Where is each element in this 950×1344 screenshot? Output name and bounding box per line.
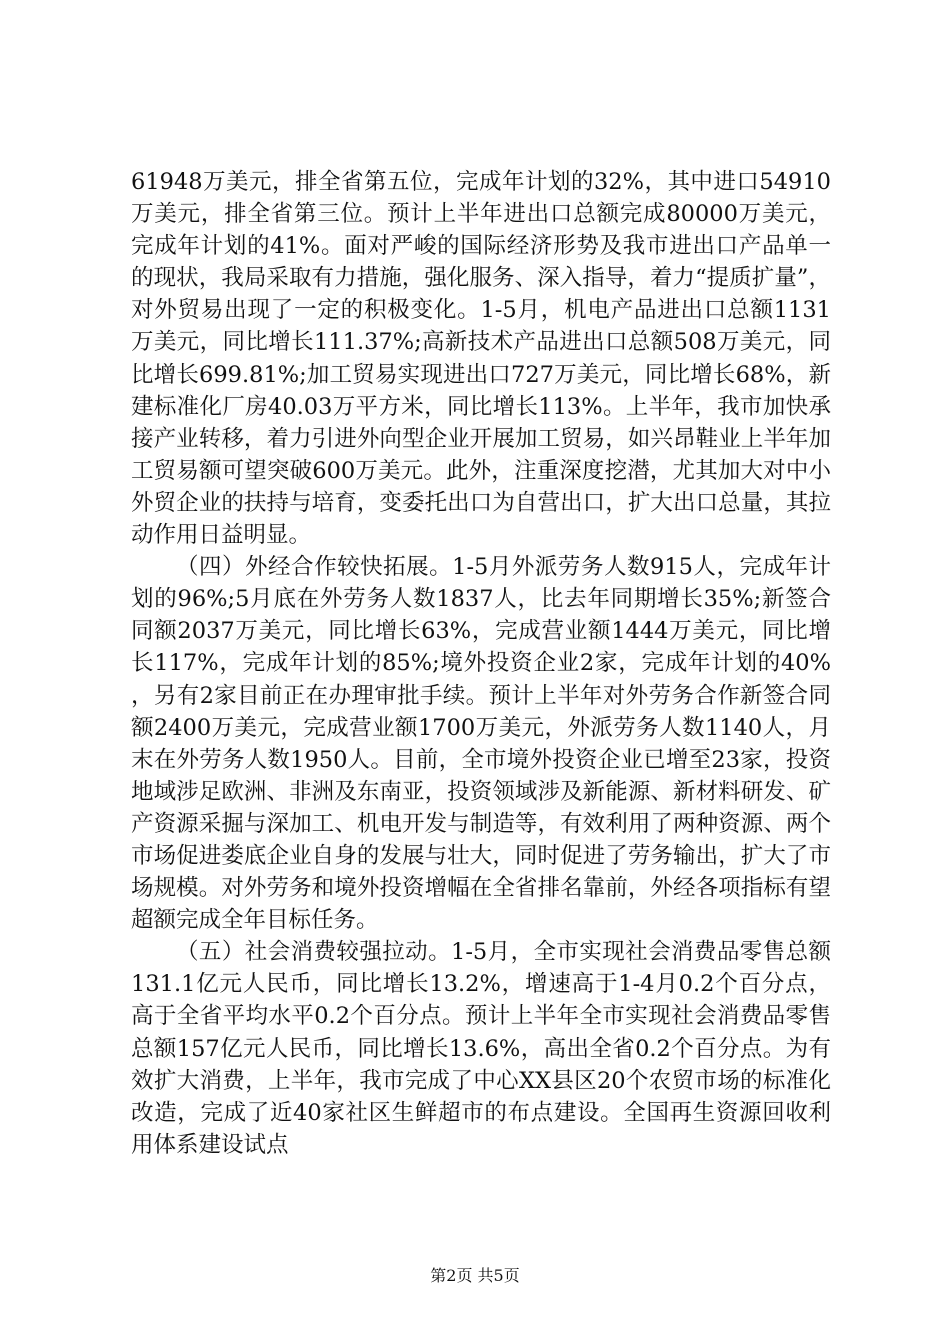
- paragraph-foreign-trade-continued: 61948万美元，排全省第五位，完成年计划的32%，其中进口54910万美元，排全省第三位。预计上半年进出口总额完成80000万美元，完成年计划的41%。面对严峻的国际经济形势及我市进出口产品单一的现状，我局采取有力措施，强化服务、深入指导，着力“提质扩量”，对外贸易出现了一定的积极变化。1-5月，机电产品进出口总额1131万美元，同比增长111.37%;高新技术产品进出口总额508万美元，同比增长699.81%;加工贸易实现进出口727万美元，同比增长68%，新建标准化厂房40.03万平方米，同比增长113%。上半年，我市加快承接产业转移，着力引进外向型企业开展加工贸易，如兴昂鞋业上半年加工贸易额可望突破600万美元。此外，注重深度挖潜，尤其加大对中小外贸企业的扶持与培育，变委托出口为自营出口，扩大出口总量，其拉动作用日益明显。: [131, 169, 831, 549]
- paragraph-foreign-economic-cooperation: （四）外经合作较快拓展。1-5月外派劳务人数915人，完成年计划的96%;5月底在外劳务人数1837人，比去年同期增长35%;新签合同额2037万美元，同比增长63%，完成营业额1444万美元，同比增长117%，完成年计划的85%;境外投资企业2家，完成年计划的40%，另有2家目前正在办理审批手续。预计上半年对外劳务合作新签合同额2400万美元，完成营业额1700万美元，外派劳务人数1140人，月末在外劳务人数1950人。目前，全市境外投资企业已增至23家，投资地域涉足欧洲、非洲及东南亚，投资领域涉及新能源、新材料研发、矿产资源采掘与深加工、机电开发与制造等，有效利用了两种资源、两个市场促进娄底企业自身的发展与壮大，同时促进了劳务输出，扩大了市场规模。对外劳务和境外投资增幅在全省排名靠前，外经各项指标有望超额完成全年目标任务。: [131, 554, 831, 934]
- paragraph-social-consumption: （五）社会消费较强拉动。1-5月，全市实现社会消费品零售总额131.1亿元人民币，同比增长13.2%，增速高于1-4月0.2个百分点，高于全省平均水平0.2个百分点。预计上半年全市实现社会消费品零售总额157亿元人民币，同比增长13.6%，高出全省0.2个百分点。为有效扩大消费，上半年，我市完成了中心XX县区20个农贸市场的标准化改造，完成了近40家社区生鲜超市的布点建设。全国再生资源回收利用体系建设试点: [131, 939, 831, 1158]
- page-number-label: 第2页 共5页: [430, 1266, 520, 1285]
- document-body: [131, 166, 831, 1161]
- page-footer: [0, 1266, 950, 1286]
